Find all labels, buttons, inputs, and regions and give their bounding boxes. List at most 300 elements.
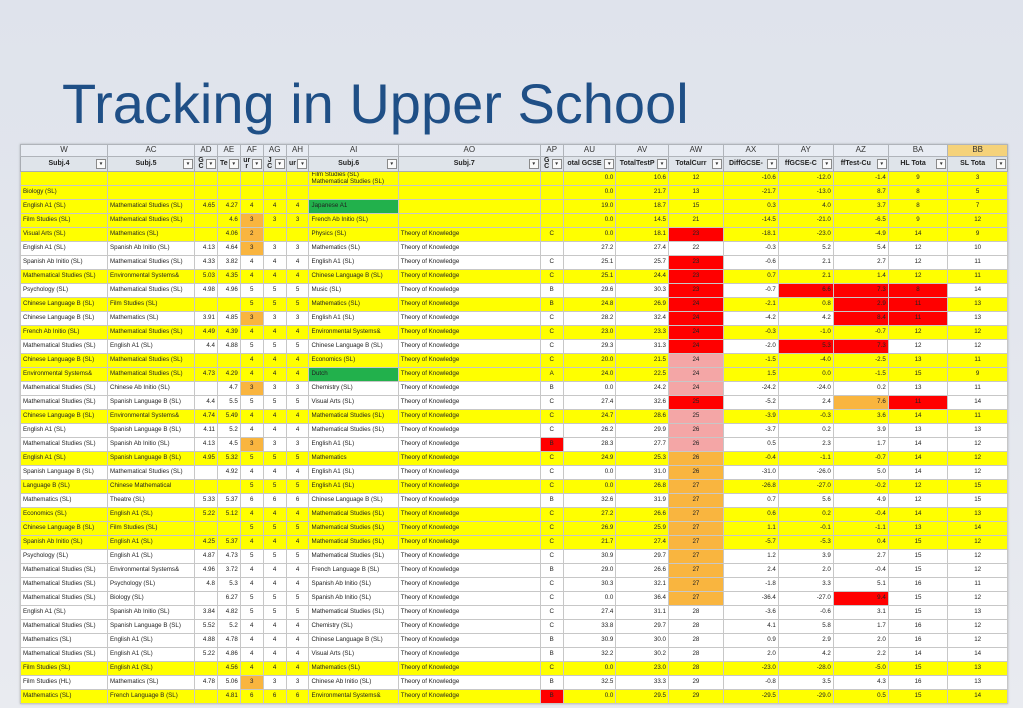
table-cell[interactable]: -0.7 (833, 326, 888, 340)
table-cell[interactable]: -6.5 (833, 214, 888, 228)
filter-dropdown-icon[interactable]: ▾ (604, 159, 614, 169)
table-cell[interactable]: Chinese Language B (SL) (21, 312, 108, 326)
table-cell[interactable]: 25.1 (563, 256, 616, 270)
table-cell[interactable]: Film Studies (SL) (108, 298, 195, 312)
table-cell[interactable]: 10.6 (616, 172, 669, 186)
table-cell[interactable]: 4 (286, 200, 309, 214)
table-cell[interactable]: 0.8 (778, 298, 833, 312)
table-cell[interactable]: Biology (SL) (108, 592, 195, 606)
table-cell[interactable]: Environmental Systems& (108, 270, 195, 284)
table-cell[interactable]: 15 (888, 550, 948, 564)
table-cell[interactable] (240, 172, 263, 186)
table-cell[interactable]: Environmental Systems& (21, 368, 108, 382)
table-cell[interactable]: 9 (948, 368, 1008, 382)
table-cell[interactable]: 7.3 (833, 284, 888, 298)
table-cell[interactable]: 14 (888, 228, 948, 242)
table-cell[interactable]: 5 (286, 396, 309, 410)
table-cell[interactable]: Theatre (SL) (108, 494, 195, 508)
table-cell[interactable]: 6 (240, 494, 263, 508)
table-cell[interactable]: 4 (263, 578, 286, 592)
table-cell[interactable]: 4 (286, 466, 309, 480)
table-cell[interactable]: 12 (948, 452, 1008, 466)
column-letter[interactable]: AY (778, 145, 833, 157)
table-cell[interactable] (195, 480, 218, 494)
table-cell[interactable]: 32.2 (563, 648, 616, 662)
table-cell[interactable]: 22.5 (616, 368, 669, 382)
table-cell[interactable]: 5.0 (833, 466, 888, 480)
table-cell[interactable]: 27.7 (616, 438, 669, 452)
table-cell[interactable]: 5 (240, 396, 263, 410)
table-cell[interactable]: 4 (263, 354, 286, 368)
table-cell[interactable]: 4 (263, 634, 286, 648)
table-cell[interactable]: -1.1 (778, 452, 833, 466)
table-cell[interactable]: Mathematics (SL) (309, 242, 398, 256)
table-cell[interactable]: 6 (286, 494, 309, 508)
table-cell[interactable]: 5 (286, 480, 309, 494)
table-cell[interactable]: Theory of Knowledge (398, 340, 540, 354)
table-cell[interactable]: 27 (668, 480, 723, 494)
table-cell[interactable]: 11 (948, 354, 1008, 368)
table-cell[interactable]: Spanish Ab Initio (SL) (309, 578, 398, 592)
column-letter[interactable]: AW (668, 145, 723, 157)
table-cell[interactable]: 14 (948, 522, 1008, 536)
table-cell[interactable]: Psychology (SL) (108, 578, 195, 592)
table-cell[interactable]: 32.4 (616, 312, 669, 326)
table-cell[interactable]: 5 (263, 284, 286, 298)
table-cell[interactable]: 11 (948, 410, 1008, 424)
table-cell[interactable]: 21.5 (616, 354, 669, 368)
table-cell[interactable]: 13 (948, 312, 1008, 326)
filter-dropdown-icon[interactable]: ▾ (657, 159, 667, 169)
table-cell[interactable]: 29.7 (616, 620, 669, 634)
table-cell[interactable]: Spanish Ab Initio (SL) (309, 592, 398, 606)
table-cell[interactable] (195, 522, 218, 536)
table-cell[interactable]: 4 (286, 508, 309, 522)
column-letter[interactable]: AD (195, 145, 218, 157)
table-cell[interactable]: 0.0 (563, 382, 616, 396)
table-cell[interactable]: 12 (888, 326, 948, 340)
table-cell[interactable]: 7.3 (833, 340, 888, 354)
table-cell[interactable]: 28.3 (563, 438, 616, 452)
table-cell[interactable]: Chinese Language B (SL) (309, 634, 398, 648)
table-cell[interactable]: 4 (240, 270, 263, 284)
table-cell[interactable]: 4.87 (195, 550, 218, 564)
table-cell[interactable]: 26.2 (563, 424, 616, 438)
filter-dropdown-icon[interactable]: ▾ (275, 159, 285, 169)
table-cell[interactable]: -24.2 (723, 382, 778, 396)
table-cell[interactable]: 3 (263, 676, 286, 690)
table-cell[interactable]: -4.9 (833, 228, 888, 242)
table-cell[interactable]: 29.3 (563, 340, 616, 354)
table-cell[interactable]: Mathematical Studies (SL) (108, 326, 195, 340)
table-cell[interactable]: -0.6 (723, 256, 778, 270)
table-cell[interactable]: -36.4 (723, 592, 778, 606)
table-cell[interactable]: 14 (888, 648, 948, 662)
table-cell[interactable]: 4 (286, 620, 309, 634)
table-cell[interactable]: 4 (240, 578, 263, 592)
table-cell[interactable]: Theory of Knowledge (398, 466, 540, 480)
table-cell[interactable]: Theory of Knowledge (398, 662, 540, 676)
table-cell[interactable]: Film Studies (HL) (21, 676, 108, 690)
table-cell[interactable]: -5.0 (833, 662, 888, 676)
table-cell[interactable]: 30.0 (616, 634, 669, 648)
table-cell[interactable]: 5 (286, 340, 309, 354)
table-cell[interactable] (540, 172, 563, 186)
table-cell[interactable]: 12 (948, 438, 1008, 452)
table-cell[interactable]: 5 (263, 606, 286, 620)
table-cell[interactable] (217, 298, 240, 312)
table-cell[interactable]: -5.3 (778, 536, 833, 550)
table-cell[interactable]: Mathematical Studies (SL) (309, 410, 398, 424)
table-cell[interactable]: 27 (668, 522, 723, 536)
table-cell[interactable]: 28.6 (616, 410, 669, 424)
table-cell[interactable]: 6 (263, 690, 286, 704)
table-cell[interactable]: 5 (263, 522, 286, 536)
table-cell[interactable]: French Language B (SL) (108, 690, 195, 704)
table-cell[interactable]: English A1 (SL) (309, 312, 398, 326)
table-cell[interactable]: Chinese Ab Initio (SL) (108, 382, 195, 396)
table-cell[interactable]: 12 (948, 620, 1008, 634)
table-cell[interactable]: 3.5 (778, 676, 833, 690)
table-cell[interactable]: 6.6 (778, 284, 833, 298)
table-cell[interactable]: -27.0 (778, 480, 833, 494)
table-cell[interactable]: 5.8 (778, 620, 833, 634)
table-cell[interactable]: 2.0 (778, 564, 833, 578)
table-cell[interactable]: 11 (948, 270, 1008, 284)
table-cell[interactable]: 4 (263, 620, 286, 634)
table-cell[interactable]: 3.72 (217, 564, 240, 578)
table-cell[interactable]: 22 (668, 242, 723, 256)
table-cell[interactable]: 27 (668, 508, 723, 522)
table-cell[interactable]: 23 (668, 228, 723, 242)
table-cell[interactable]: Spanish Language B (SL) (108, 620, 195, 634)
table-cell[interactable]: 28.2 (563, 312, 616, 326)
table-cell[interactable]: 0.0 (563, 214, 616, 228)
table-cell[interactable]: Mathematical Studies (SL) (21, 592, 108, 606)
table-cell[interactable]: 27 (668, 592, 723, 606)
table-cell[interactable] (195, 382, 218, 396)
table-cell[interactable]: 2.4 (723, 564, 778, 578)
table-cell[interactable]: 4.1 (723, 620, 778, 634)
table-cell[interactable]: 13 (948, 662, 1008, 676)
table-cell[interactable]: 14 (948, 648, 1008, 662)
table-cell[interactable]: -21.7 (723, 186, 778, 200)
table-cell[interactable]: 32.6 (563, 494, 616, 508)
table-cell[interactable]: C (540, 424, 563, 438)
table-cell[interactable]: 0.7 (723, 270, 778, 284)
table-cell[interactable]: 4.13 (195, 242, 218, 256)
table-cell[interactable]: Mathematical Studies (SL) (21, 396, 108, 410)
table-cell[interactable]: -4.2 (723, 312, 778, 326)
table-cell[interactable] (108, 186, 195, 200)
table-cell[interactable]: English A1 (SL) (309, 466, 398, 480)
table-cell[interactable]: 28 (668, 648, 723, 662)
table-cell[interactable]: 3 (263, 214, 286, 228)
table-cell[interactable] (195, 228, 218, 242)
column-letter[interactable]: BB (948, 145, 1008, 157)
table-cell[interactable]: 6 (263, 494, 286, 508)
table-cell[interactable]: 4.56 (217, 662, 240, 676)
table-cell[interactable]: Spanish Ab Initio (SL) (108, 606, 195, 620)
table-cell[interactable]: 36.4 (616, 592, 669, 606)
table-cell[interactable]: Biology (SL) (21, 186, 108, 200)
table-cell[interactable]: 3 (286, 214, 309, 228)
table-cell[interactable]: 2.7 (833, 256, 888, 270)
table-cell[interactable]: B (540, 284, 563, 298)
table-cell[interactable]: Mathematical Studies (SL) (108, 368, 195, 382)
table-cell[interactable]: 21.7 (616, 186, 669, 200)
table-cell[interactable]: English A1 (SL) (309, 480, 398, 494)
table-cell[interactable]: Theory of Knowledge (398, 564, 540, 578)
table-cell[interactable]: 5 (286, 606, 309, 620)
table-cell[interactable]: Theory of Knowledge (398, 368, 540, 382)
table-cell[interactable]: 4 (240, 410, 263, 424)
table-cell[interactable]: -2.1 (723, 298, 778, 312)
table-cell[interactable]: 5 (263, 480, 286, 494)
table-cell[interactable]: 1.7 (833, 620, 888, 634)
table-cell[interactable]: -5.7 (723, 536, 778, 550)
table-cell[interactable]: 33.8 (563, 620, 616, 634)
table-cell[interactable]: 11 (948, 256, 1008, 270)
table-cell[interactable]: 16 (888, 620, 948, 634)
table-cell[interactable]: Spanish Language B (SL) (108, 452, 195, 466)
table-cell[interactable]: 8.4 (833, 312, 888, 326)
table-cell[interactable] (217, 354, 240, 368)
table-cell[interactable]: 24 (668, 298, 723, 312)
table-cell[interactable]: B (540, 648, 563, 662)
table-cell[interactable]: 4 (263, 424, 286, 438)
table-cell[interactable]: 4 (263, 326, 286, 340)
table-cell[interactable]: -1.4 (833, 172, 888, 186)
table-cell[interactable]: C (540, 536, 563, 550)
table-cell[interactable]: 24.4 (616, 270, 669, 284)
table-cell[interactable]: 5 (240, 452, 263, 466)
table-cell[interactable]: 5 (240, 480, 263, 494)
table-cell[interactable]: 18.1 (616, 228, 669, 242)
table-cell[interactable]: 28 (668, 634, 723, 648)
table-cell[interactable]: 12 (948, 340, 1008, 354)
table-cell[interactable]: Chemistry (SL) (309, 620, 398, 634)
table-cell[interactable]: 4.4 (195, 340, 218, 354)
table-cell[interactable] (217, 186, 240, 200)
table-cell[interactable]: 14.5 (616, 214, 669, 228)
table-cell[interactable]: Chinese Language B (SL) (309, 270, 398, 284)
table-cell[interactable]: C (540, 550, 563, 564)
table-cell[interactable]: 16 (888, 676, 948, 690)
table-cell[interactable]: 3 (263, 382, 286, 396)
table-cell[interactable]: C (540, 592, 563, 606)
table-cell[interactable]: 12 (948, 214, 1008, 228)
table-cell[interactable]: 4 (286, 424, 309, 438)
table-cell[interactable]: 4 (286, 368, 309, 382)
table-cell[interactable]: 11 (888, 312, 948, 326)
table-cell[interactable]: 12 (948, 634, 1008, 648)
table-cell[interactable]: Mathematics (SL) (108, 312, 195, 326)
table-cell[interactable]: 5.33 (195, 494, 218, 508)
table-cell[interactable]: 32.6 (616, 396, 669, 410)
table-cell[interactable]: 4.88 (217, 340, 240, 354)
table-cell[interactable]: 4 (240, 564, 263, 578)
table-cell[interactable]: French Ab Initio (SL) (309, 214, 398, 228)
table-cell[interactable]: 20.0 (563, 354, 616, 368)
column-letter[interactable]: AO (398, 145, 540, 157)
table-cell[interactable]: French Language B (SL) (309, 564, 398, 578)
table-cell[interactable]: 0.2 (778, 508, 833, 522)
table-cell[interactable]: 27 (668, 550, 723, 564)
table-cell[interactable]: B (540, 634, 563, 648)
table-cell[interactable]: 3 (240, 438, 263, 452)
table-cell[interactable]: 0.9 (723, 634, 778, 648)
table-cell[interactable] (263, 228, 286, 242)
table-cell[interactable]: -28.0 (778, 662, 833, 676)
table-cell[interactable]: -29.0 (778, 690, 833, 704)
table-cell[interactable]: 5 (240, 284, 263, 298)
table-cell[interactable]: 15 (948, 480, 1008, 494)
table-cell[interactable]: 12 (888, 340, 948, 354)
table-cell[interactable]: -26.8 (723, 480, 778, 494)
table-cell[interactable] (21, 172, 108, 186)
table-cell[interactable]: Mathematical Studies (SL) (108, 200, 195, 214)
table-cell[interactable]: 3 (240, 242, 263, 256)
table-cell[interactable]: 30.3 (563, 578, 616, 592)
table-cell[interactable]: 3 (286, 382, 309, 396)
table-cell[interactable]: Theory of Knowledge (398, 676, 540, 690)
table-cell[interactable]: 5.2 (217, 620, 240, 634)
table-cell[interactable]: Mathematical Studies (SL) (309, 550, 398, 564)
table-cell[interactable]: 5.2 (217, 424, 240, 438)
table-cell[interactable]: 9 (888, 172, 948, 186)
table-cell[interactable]: English A1 (SL) (309, 256, 398, 270)
table-cell[interactable]: 26.6 (616, 508, 669, 522)
table-cell[interactable]: 16 (888, 634, 948, 648)
table-cell[interactable]: Film Studies (SL) Mathematical Studies (SL) (309, 172, 398, 186)
table-cell[interactable]: 21 (668, 214, 723, 228)
table-cell[interactable]: English A1 (SL) (108, 536, 195, 550)
table-cell[interactable]: Chinese Language B (SL) (309, 494, 398, 508)
table-cell[interactable]: C (540, 312, 563, 326)
table-cell[interactable]: Theory of Knowledge (398, 326, 540, 340)
table-cell[interactable]: -10.6 (723, 172, 778, 186)
table-cell[interactable]: -1.5 (833, 368, 888, 382)
table-cell[interactable] (195, 690, 218, 704)
table-cell[interactable]: C (540, 522, 563, 536)
table-cell[interactable]: 15 (888, 368, 948, 382)
table-cell[interactable]: Mathematical Studies (SL) (309, 424, 398, 438)
table-cell[interactable]: 5.3 (217, 578, 240, 592)
table-cell[interactable]: 5.3 (778, 340, 833, 354)
table-cell[interactable]: C (540, 508, 563, 522)
table-cell[interactable]: 25.1 (563, 270, 616, 284)
table-cell[interactable]: Mathematics (309, 452, 398, 466)
table-cell[interactable]: Chemistry (SL) (309, 382, 398, 396)
table-cell[interactable]: Visual Arts (SL) (309, 396, 398, 410)
table-cell[interactable]: Chinese Language B (SL) (21, 522, 108, 536)
table-cell[interactable]: 0.0 (563, 480, 616, 494)
table-cell[interactable]: 5.5 (217, 396, 240, 410)
table-cell[interactable]: 8 (888, 186, 948, 200)
table-cell[interactable]: 2.0 (833, 634, 888, 648)
table-cell[interactable]: Chinese Mathematical (108, 480, 195, 494)
table-cell[interactable]: 0.0 (563, 172, 616, 186)
table-cell[interactable]: Theory of Knowledge (398, 550, 540, 564)
table-cell[interactable]: 5 (263, 592, 286, 606)
table-cell[interactable]: English A1 (SL) (108, 648, 195, 662)
table-cell[interactable]: 4 (240, 200, 263, 214)
table-cell[interactable]: 30.3 (616, 284, 669, 298)
table-cell[interactable]: 4.78 (217, 634, 240, 648)
table-cell[interactable]: 4.95 (195, 452, 218, 466)
table-cell[interactable]: 3.6 (833, 410, 888, 424)
table-cell[interactable] (286, 186, 309, 200)
filter-dropdown-icon[interactable]: ▾ (936, 159, 946, 169)
table-cell[interactable]: 24 (668, 354, 723, 368)
table-cell[interactable]: 4.5 (217, 438, 240, 452)
table-cell[interactable]: Mathematics (SL) (21, 690, 108, 704)
table-cell[interactable]: Theory of Knowledge (398, 592, 540, 606)
table-cell[interactable]: 15 (888, 564, 948, 578)
table-cell[interactable]: B (540, 298, 563, 312)
table-cell[interactable]: 4.73 (195, 368, 218, 382)
table-cell[interactable]: 9.4 (833, 592, 888, 606)
table-cell[interactable]: -1.1 (833, 522, 888, 536)
table-cell[interactable]: 29.7 (616, 550, 669, 564)
table-cell[interactable]: 2.2 (833, 648, 888, 662)
column-letter[interactable]: AG (263, 145, 286, 157)
table-cell[interactable]: 3 (240, 382, 263, 396)
table-cell[interactable]: English A1 (SL) (309, 438, 398, 452)
table-cell[interactable]: English A1 (SL) (21, 242, 108, 256)
table-cell[interactable]: 2.9 (833, 298, 888, 312)
table-cell[interactable]: 4.7 (217, 382, 240, 396)
table-cell[interactable]: 15 (948, 494, 1008, 508)
table-cell[interactable]: 13 (888, 354, 948, 368)
table-cell[interactable]: 0.0 (563, 186, 616, 200)
table-cell[interactable]: 14 (888, 466, 948, 480)
table-cell[interactable]: Mathematical Studies (SL) (309, 522, 398, 536)
table-cell[interactable]: 4 (240, 536, 263, 550)
table-cell[interactable]: 5 (263, 396, 286, 410)
table-cell[interactable]: 4.3 (833, 676, 888, 690)
table-cell[interactable] (286, 228, 309, 242)
table-cell[interactable]: 3 (263, 242, 286, 256)
table-cell[interactable]: 24 (668, 368, 723, 382)
table-cell[interactable]: 0.0 (778, 368, 833, 382)
table-cell[interactable]: 24 (668, 312, 723, 326)
table-cell[interactable]: Spanish Ab Initio (SL) (108, 242, 195, 256)
table-cell[interactable]: Mathematics (SL) (108, 228, 195, 242)
table-cell[interactable]: 14 (948, 690, 1008, 704)
filter-dropdown-icon[interactable]: ▾ (552, 159, 562, 169)
table-cell[interactable]: 4.9 (833, 494, 888, 508)
table-cell[interactable]: 2.7 (833, 550, 888, 564)
table-cell[interactable]: -0.6 (778, 606, 833, 620)
table-cell[interactable]: 2.9 (778, 634, 833, 648)
filter-dropdown-icon[interactable]: ▾ (387, 159, 397, 169)
column-letter[interactable]: AZ (833, 145, 888, 157)
table-cell[interactable]: -3.9 (723, 410, 778, 424)
table-cell[interactable]: 15 (668, 200, 723, 214)
table-cell[interactable]: 4.96 (195, 564, 218, 578)
table-cell[interactable]: 3.82 (217, 256, 240, 270)
table-cell[interactable]: Mathematical Studies (SL) (309, 508, 398, 522)
table-cell[interactable]: 3 (263, 438, 286, 452)
table-cell[interactable]: 11 (888, 298, 948, 312)
column-letter[interactable]: AV (616, 145, 669, 157)
table-cell[interactable]: Japanese A1 (309, 200, 398, 214)
table-cell[interactable]: 0.2 (833, 382, 888, 396)
table-cell[interactable]: 3 (240, 312, 263, 326)
table-cell[interactable]: 0.5 (723, 438, 778, 452)
